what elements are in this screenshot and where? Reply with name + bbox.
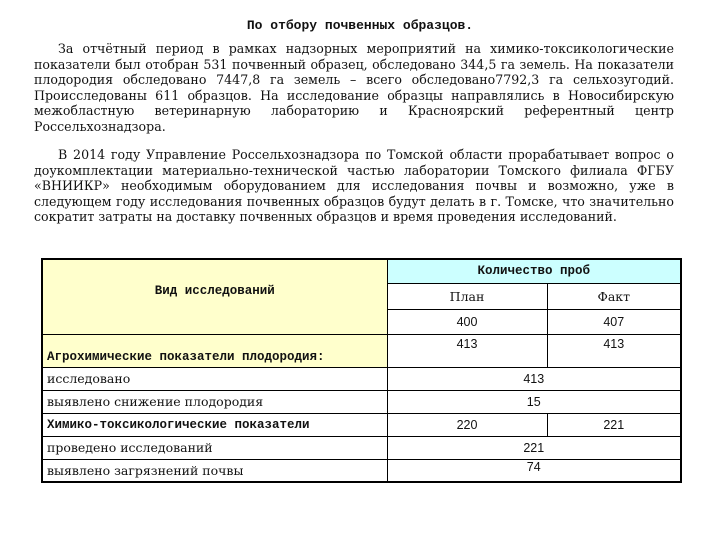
soil-samples-table	[41, 258, 682, 483]
pollution-label: выявлено загрязнений почвы	[42, 459, 387, 482]
agrochemical-fact: 413	[547, 334, 681, 367]
investigated-label: исследовано	[42, 367, 387, 390]
pollution-value: 74	[387, 459, 681, 482]
conducted-label: проведено исследований	[42, 436, 387, 459]
fertility-decline-label: выявлено снижение плодородия	[42, 390, 387, 413]
paragraph-2-text: В 2014 году Управление Россельхознадзора по Томской области прорабатывает вопрос о доукомплектации материально-технической частью лаборатории Томского филиала ФГБУ «ВНИИКР» необходимым оборудованием для исследования почвы и возможно, уже в следующем году исследования почвенных образцов будут делать в г. Томске, что значительно сократит затраты на доставку почвенных образцов и время проведения исследований.	[34, 147, 674, 225]
research-type-header: Вид исследований	[42, 259, 387, 334]
fertility-decline-value: 15	[387, 390, 681, 413]
chemical-toxicology-fact: 221	[547, 413, 681, 436]
page-title: По отбору почвенных образцов.	[246, 18, 474, 33]
paragraph-laboratory-plans	[34, 147, 674, 225]
chemical-toxicology-plan: 220	[387, 413, 547, 436]
chemical-toxicology-label: Химико-токсикологические показатели	[42, 413, 387, 436]
conducted-value: 221	[387, 436, 681, 459]
sample-count-header: Количество проб	[387, 259, 681, 283]
paragraph-1-text: За отчётный период в рамках надзорных мероприятий на химико-токсикологические показатели был отобран 531 почвенный образец, обследовано 344,5 га земель. На показатели плодородия обследовано 7447,8 га земель – всего обследовано7792,3 га сельхозугодий. Происследованы 611 образцов. На исследование образцы направлялись в Новосибирскую межобластную ветеринарную лабораторию и Красноярский референтный центр Россельхознадзора.	[34, 41, 674, 134]
fact-header: Факт	[547, 283, 681, 309]
plan-total-cell: 400	[387, 309, 547, 334]
agrochemical-plan: 413	[387, 334, 547, 367]
agrochemical-label: Агрохимические показатели плодородия:	[42, 334, 387, 367]
investigated-value: 413	[387, 367, 681, 390]
plan-header: План	[387, 283, 547, 309]
paragraph-soil-sampling	[34, 41, 674, 135]
fact-total-cell: 407	[547, 309, 681, 334]
